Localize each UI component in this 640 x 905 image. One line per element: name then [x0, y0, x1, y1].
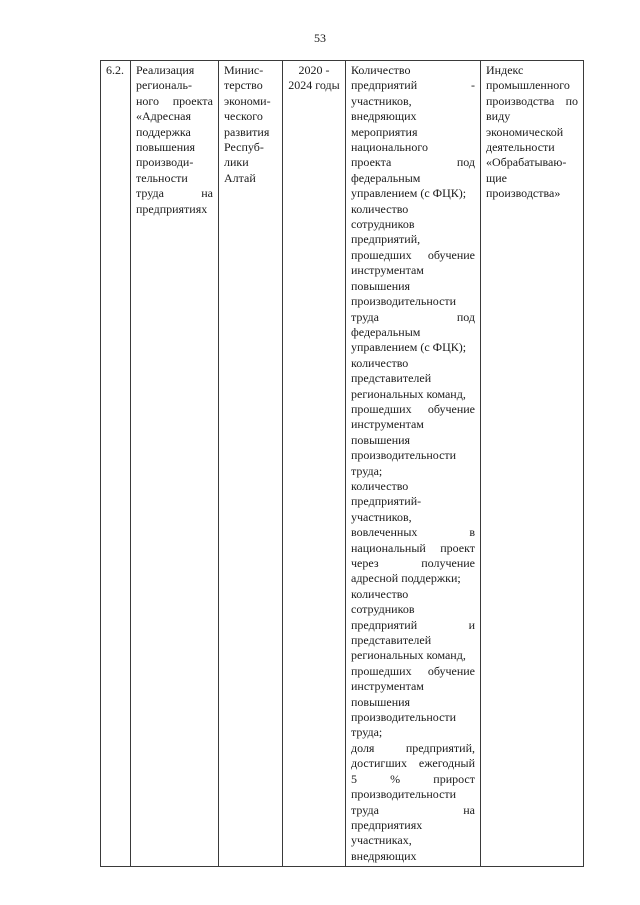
text-line: труда; [351, 463, 383, 478]
text-line: экономической [486, 124, 564, 139]
text-line: сотрудников [351, 602, 415, 617]
text-word: через [351, 556, 379, 570]
text-line: «Адресная [136, 109, 191, 124]
text-line [351, 525, 475, 540]
text-line [351, 664, 475, 679]
text-line: адресной поддержки; [351, 571, 461, 586]
text-line [351, 772, 475, 787]
text-line: федеральным [351, 170, 421, 185]
text-line: участников, [351, 509, 412, 524]
text-line: производительности [351, 787, 457, 802]
text-word: получение [421, 556, 475, 570]
text-line [351, 618, 475, 633]
text-line: ческого [224, 109, 263, 124]
text-line: «Обрабатываю- [486, 155, 567, 170]
text-line: Минис- [224, 63, 264, 77]
text-line: инструментам [351, 263, 424, 278]
text-line: Алтай [224, 170, 256, 185]
text-word: труда [136, 186, 164, 201]
text-line: участников, [351, 93, 412, 108]
text-word: 5 [351, 771, 357, 786]
text-word: предприятий [351, 617, 418, 632]
text-word: обучение [427, 401, 475, 416]
text-line: управлением (с ФЦК); [351, 186, 467, 201]
text-line: лики [224, 155, 249, 170]
text-line: развития [224, 124, 270, 139]
text-line: производительности [351, 294, 457, 309]
text-word: проекта [351, 155, 392, 170]
text-line: повышения [136, 140, 196, 155]
text-word: прошедших [351, 401, 412, 416]
text-line [351, 310, 475, 325]
text-line: управлением (с ФЦК); [351, 340, 467, 355]
text-line: региональных команд, [351, 386, 466, 401]
text-line: производства» [486, 186, 561, 201]
text-line: промышленного [486, 78, 570, 93]
text-word: доля [351, 740, 375, 755]
text-line: повышения [351, 278, 411, 293]
text-line: предприятий- [351, 494, 422, 509]
text-word: ежегодный [418, 756, 475, 771]
text-word: и [468, 617, 475, 632]
text-word: труда [351, 309, 379, 324]
text-line [486, 94, 578, 109]
text-word: ного [136, 93, 160, 108]
text-line: щие [486, 170, 507, 185]
text-line: количество [351, 478, 409, 493]
text-line: повышения [351, 694, 411, 709]
text-line: 2024 годы [288, 78, 340, 93]
text-line: производительности [351, 448, 457, 463]
text-word: национальный [351, 540, 426, 555]
text-line: производи- [136, 155, 194, 170]
text-line: инструментам [351, 679, 424, 694]
text-word: на [201, 186, 213, 201]
text-line: представителей [351, 371, 432, 386]
text-word: прошедших [351, 247, 412, 262]
text-line [351, 803, 475, 818]
text-line: Индекс [486, 63, 524, 77]
text-line: Количество [351, 63, 411, 77]
text-word: прирост [433, 771, 475, 786]
text-line: терство [224, 78, 263, 93]
table-row [101, 61, 584, 867]
text-line: количество [351, 355, 409, 370]
text-line [351, 541, 475, 556]
text-line: повышения [351, 432, 411, 447]
text-word: производства [486, 93, 555, 108]
text-line: национального [351, 140, 428, 155]
text-line: количество [351, 586, 409, 601]
text-line: количество [351, 201, 409, 216]
text-line: внедряющих [351, 848, 417, 863]
text-line: поддержка [136, 124, 191, 139]
text-line: Респуб- [224, 140, 264, 155]
text-line [351, 402, 475, 417]
text-line [351, 556, 475, 571]
text-line [351, 756, 475, 771]
text-word: обучение [427, 663, 475, 678]
text-word: труда [351, 802, 379, 817]
text-word: по [565, 93, 578, 108]
text-line: предприятий, [351, 232, 421, 247]
text-line: сотрудников [351, 217, 415, 232]
text-word: предприятий, [405, 740, 475, 755]
program-table [100, 60, 584, 867]
text-line [351, 78, 475, 93]
text-line: внедряющих [351, 109, 417, 124]
text-line: производительности [351, 710, 457, 725]
text-line: предприятиях [351, 817, 423, 832]
text-line: тельности [136, 170, 188, 185]
cell-row-number: 6.2. [101, 61, 131, 867]
text-line [136, 94, 213, 109]
text-word: проект [440, 540, 475, 555]
text-line: региональных команд, [351, 648, 466, 663]
page-number: 53 [314, 31, 326, 45]
cell-indicators [346, 61, 481, 867]
text-line [136, 186, 213, 201]
text-line: предприятиях [136, 201, 208, 216]
cell-activity-name [131, 61, 219, 867]
cell-period [283, 61, 346, 867]
text-line [351, 741, 475, 756]
text-line: региональ- [136, 78, 192, 93]
text-line: экономи- [224, 93, 271, 108]
text-word: на [463, 802, 475, 817]
text-line: представителей [351, 633, 432, 648]
text-word: проекта [172, 93, 213, 108]
text-word: - [471, 78, 475, 93]
text-line: 2020 - [298, 63, 330, 77]
text-line: участниках, [351, 833, 412, 848]
text-word: % [390, 771, 401, 786]
text-line: виду [486, 109, 511, 124]
text-word: в [469, 525, 475, 540]
text-line [351, 248, 475, 263]
text-line: деятельности [486, 140, 555, 155]
text-word: достигших [351, 756, 407, 771]
cell-responsible-ministry [219, 61, 283, 867]
text-line: федеральным [351, 324, 421, 339]
text-word: под [456, 155, 475, 170]
text-word: под [456, 309, 475, 324]
text-line: труда; [351, 725, 383, 740]
cell-index [481, 61, 584, 867]
text-word: прошедших [351, 663, 412, 678]
text-line [351, 155, 475, 170]
text-line: Реализация [136, 63, 195, 77]
text-line: мероприятия [351, 124, 418, 139]
text-word: предприятий [351, 78, 418, 93]
text-word: вовлеченных [351, 525, 418, 540]
text-line: инструментам [351, 417, 424, 432]
text-word: обучение [427, 247, 475, 262]
